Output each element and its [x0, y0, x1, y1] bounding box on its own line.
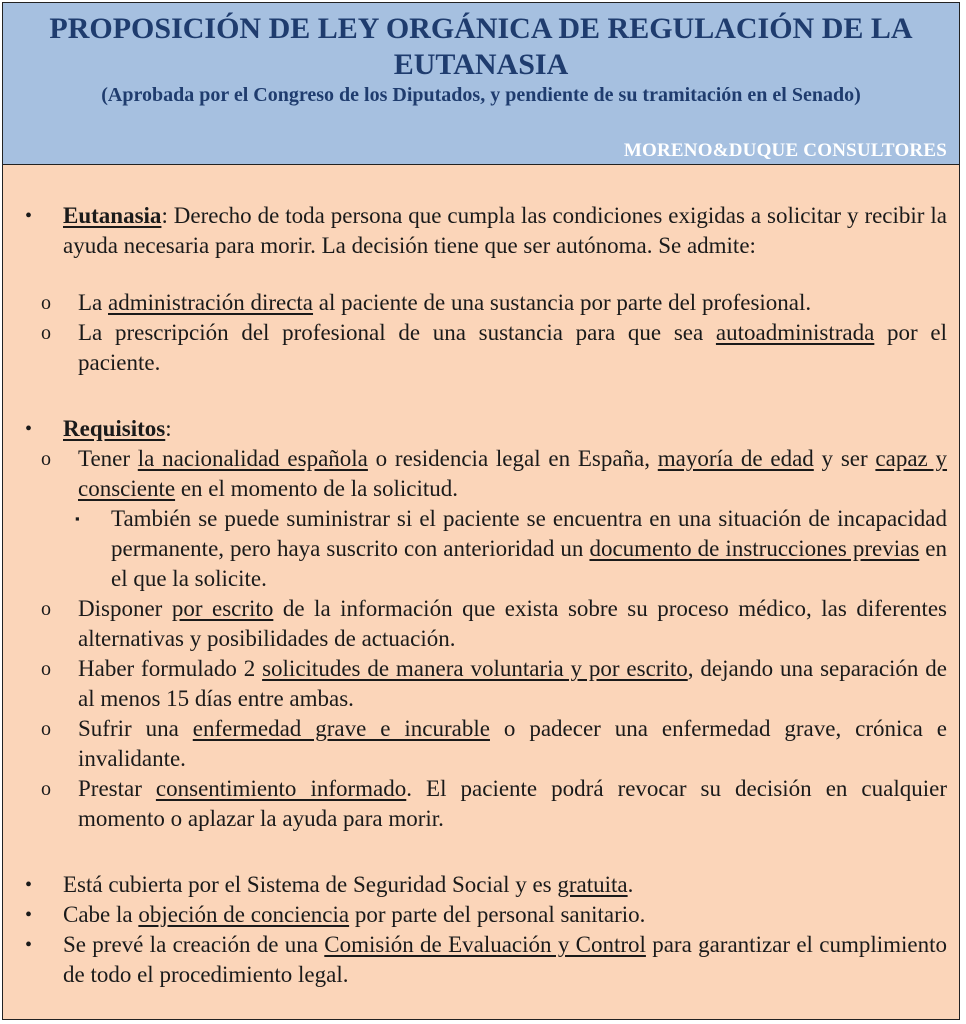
text-span: :: [165, 416, 172, 441]
text-span: También se puede suministrar si el paciente se encuentra en una situación de incapacidad permanente, pero haya suscrito con anterioridad un: [111, 506, 947, 561]
term-eutanasia: Eutanasia: [63, 203, 162, 228]
text-span: La prescripción del profesional de una sustancia para que sea: [78, 320, 716, 345]
item-text: [78, 774, 947, 834]
item-text: [63, 930, 947, 990]
underlined-text: consentimiento informado: [155, 776, 407, 801]
bullet-square: ▪: [75, 511, 80, 526]
list-item-eutanasia: [3, 201, 959, 261]
list-item-gratuita: [3, 870, 959, 900]
list-item-comision: [3, 930, 959, 990]
underlined-text: objeción de conciencia: [138, 902, 350, 927]
list-item-nacionalidad: [3, 444, 959, 504]
item-text: [63, 414, 947, 444]
bullet-circle: o: [41, 292, 51, 314]
text-span: Cabe la: [63, 902, 139, 927]
item-text: [78, 288, 947, 318]
list-item-solicitudes: [3, 654, 959, 714]
header-banner: [3, 3, 959, 165]
list-item-informacion: [3, 594, 959, 654]
text-span: , dejando una separación de al menos 15 días entre ambas.: [78, 656, 948, 711]
term-requisitos: Requisitos: [63, 416, 166, 441]
bullet-dot: •: [25, 904, 33, 926]
document-frame: [2, 2, 960, 1020]
bullet-circle: o: [41, 778, 51, 800]
text-span: por parte del personal sanitario.: [349, 902, 646, 927]
text-span: Tener: [78, 446, 138, 471]
list-item-enfermedad: [3, 714, 959, 774]
text-span: Disponer: [78, 596, 172, 621]
list-item-requisitos: [3, 414, 959, 444]
text-span: .: [627, 872, 634, 897]
text-span: en el momento de la solicitud.: [175, 476, 459, 501]
bullet-circle: o: [41, 448, 51, 470]
bullet-circle: o: [41, 658, 51, 680]
item-text: [63, 870, 947, 900]
list-item-objecion: [3, 900, 959, 930]
item-text: [63, 900, 947, 930]
underlined-text: solicitudes de manera voluntaria y por escrito: [262, 656, 688, 681]
text-span: Sufrir una: [78, 716, 193, 741]
list-item-prescripcion: [3, 318, 959, 378]
text-span: . El paciente podrá revocar su decisión en cualquier momento o aplazar la ayuda para morir.: [78, 776, 947, 831]
content-body: [3, 165, 959, 990]
underlined-text: la nacionalidad española: [137, 446, 368, 471]
item-text: [78, 444, 947, 504]
text-span: o padecer una enfermedad grave, crónica e invalidante.: [78, 716, 947, 771]
text-span: La: [78, 290, 109, 315]
underlined-text: enfermedad grave e incurable: [192, 716, 490, 741]
underlined-text: administración directa: [108, 290, 314, 315]
text-span: Está cubierta por el Sistema de Seguridad Social y es: [63, 872, 558, 897]
bullet-dot: •: [25, 205, 33, 227]
underlined-text: por escrito: [171, 596, 274, 621]
text-span: en el que la solicite.: [111, 536, 947, 591]
list-item-consentimiento: [3, 774, 959, 834]
text-span: o residencia legal en España,: [367, 446, 658, 471]
underlined-text: Comisión de Evaluación y Control: [324, 932, 646, 957]
text-span: al paciente de una sustancia por parte del profesional.: [313, 290, 812, 315]
bullet-circle: o: [41, 598, 51, 620]
underlined-text: documento de instrucciones previas: [589, 536, 920, 561]
author-label: MORENO&DUQUE CONSULTORES: [623, 140, 947, 161]
underlined-text: mayoría de edad: [657, 446, 814, 471]
bullet-dot: •: [25, 874, 33, 896]
underlined-text: gratuita: [557, 872, 628, 897]
item-text: [78, 654, 947, 714]
text-span: de la información que exista sobre su proceso médico, las diferentes alternativas y posibilidades de actuación.: [78, 596, 947, 651]
text-span: Prestar: [78, 776, 156, 801]
item-text: [78, 318, 947, 378]
item-text: [63, 201, 947, 261]
underlined-text: autoadministrada: [715, 320, 875, 345]
page-title: PROPOSICIÓN DE LEY ORGÁNICA DE REGULACIÓN DE LA EUTANASIA: [49, 12, 913, 81]
bullet-circle: o: [41, 322, 51, 344]
item-text: [111, 504, 947, 594]
page-subtitle: (Aprobada por el Congreso de los Diputados, y pendiente de su tramitación en el Senado): [101, 84, 861, 106]
underlined-text: capaz y consciente: [78, 446, 948, 501]
list-item-administracion: [3, 288, 959, 318]
text-span: Haber formulado 2: [78, 656, 263, 681]
text-span: para garantizar el cumplimiento de todo el procedimiento legal.: [63, 932, 947, 987]
bullet-dot: •: [25, 418, 33, 440]
bullet-circle: o: [41, 718, 51, 740]
list-item-incapacidad: [3, 504, 959, 594]
item-text: [78, 714, 947, 774]
text-span: y ser: [813, 446, 876, 471]
bullet-dot: •: [25, 934, 33, 956]
text-span: por el paciente.: [78, 320, 947, 375]
item-text: [78, 594, 947, 654]
text-span: Se prevé la creación de una: [63, 932, 325, 957]
text-span: : Derecho de toda persona que cumpla las condiciones exigidas a solicitar y recibir la ayuda necesaria para morir. La decisión tiene que ser autónoma. Se admite:: [63, 203, 947, 258]
